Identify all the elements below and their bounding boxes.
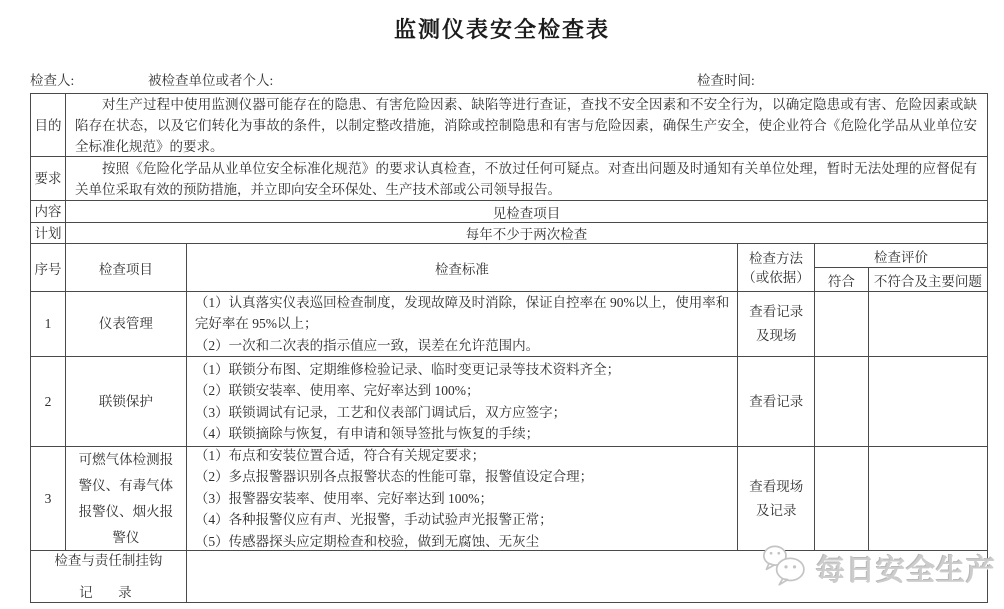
inspector-label: 检查人: <box>30 73 75 88</box>
inspection-table <box>30 93 988 603</box>
standard-line: （1）认真落实仪表巡回检查制度，发现故障及时消除，保证自控率在 90%以上，使用率和完好率在 95%以上； <box>194 294 730 332</box>
standard-line: （1）联锁分布图、定期维修检验记录、临时变更记录等技术资料齐全； <box>194 361 621 377</box>
row1-no: 1 <box>31 292 66 357</box>
row3-standard <box>187 447 738 551</box>
standard-line: （4）各种报警仪应有声、光报警，手动试验声光报警正常； <box>194 512 553 528</box>
standard-line: （2）多点报警器识别各点报警状态的性能可靠，报警值设定合理； <box>194 469 594 485</box>
record-row <box>31 551 988 603</box>
purpose-row <box>31 94 988 157</box>
page-title: 监测仪表安全检查表 <box>393 17 610 42</box>
requirement-row-text <box>66 157 988 201</box>
row1-standard <box>187 292 738 357</box>
method-line: 查看现场 <box>749 478 804 494</box>
header-method-line2: （或依据） <box>742 269 810 285</box>
checklist-header-row <box>31 244 988 292</box>
header-evaluation-subrow <box>815 268 987 291</box>
row2-nonconform-cell <box>869 357 988 447</box>
row1-nonconform-cell <box>869 292 988 357</box>
purpose-row-label: 目的 <box>31 94 66 157</box>
method-line: 及现场 <box>755 328 797 343</box>
plan-row-text: 每年不少于两次检查 <box>66 223 988 244</box>
inspected-unit-label: 被检查单位或者个人: <box>148 73 274 88</box>
content-row-text: 见检查项目 <box>66 201 988 223</box>
table-row-2 <box>31 357 988 447</box>
header-standard: 检查标准 <box>187 244 738 292</box>
requirement-paragraph: 按照《危险化学品从业单位安全标准化规范》的要求认真检查，不放过任何可疑点。对查出问题及时通知有关单位处理，暂时无法处理的应督促有关单位采取有效的预防措施，并立即向安全环保处、生产技术部或公司领导报告。 <box>74 160 977 197</box>
standard-line: （3）联锁调试有记录，工艺和仪表部门调试后，双方应签字； <box>194 404 567 420</box>
record-row-content <box>187 551 988 603</box>
row2-method <box>738 357 815 447</box>
record-row-label <box>31 551 187 603</box>
header-method-line1: 检查方法 <box>749 250 804 266</box>
header-conform: 符合 <box>815 268 869 291</box>
purpose-row-text <box>66 94 988 157</box>
content-row-label: 内容 <box>31 201 66 223</box>
method-line: 及记录 <box>755 502 797 518</box>
row3-method <box>738 447 815 551</box>
header-nonconform: 不符合及主要问题 <box>873 273 982 289</box>
header-no: 序号 <box>31 244 66 292</box>
record-label-line1: 检查与责任制挂钩 <box>54 553 163 568</box>
requirement-row <box>31 157 988 201</box>
method-line: 查看记录 <box>749 304 804 319</box>
row1-method <box>738 292 815 357</box>
standard-line: （1）布点和安装位置合适，符合有关规定要求； <box>194 447 486 463</box>
plan-row-label: 计划 <box>31 223 66 244</box>
row3-item: 可燃气体检测报警仪、有毒气体报警仪、烟火报警仪 <box>66 447 187 551</box>
standard-line: （2）一次和二次表的指示值应一致，误差在允许范围内。 <box>194 337 540 353</box>
row3-no: 3 <box>31 447 66 551</box>
meta-row <box>0 69 1004 89</box>
inspection-time-label: 检查时间: <box>697 73 755 88</box>
purpose-paragraph: 对生产过程中使用监测仪器可能存在的隐患、有害危险因素、缺陷等进行查证，查找不安全因素和不安全行为，以确定隐患或有害、危险因素或缺陷存在状态，以及它们转化为事故的条件，以制定整改措施，消除或控制隐患和有害与危险因素，确保生产安全，使企业符合《危险化学品从业单位安全标准化规范》的要求。 <box>74 96 977 154</box>
standard-line: （5）传感器探头应定期检查和校验，做到无腐蚀、无灰尘 <box>194 533 540 549</box>
content-row <box>31 201 988 223</box>
standard-line: （4）联锁摘除与恢复，有申请和领导签批与恢复的手续； <box>194 426 540 441</box>
row2-conform-cell <box>815 357 869 447</box>
row2-no: 2 <box>31 357 66 447</box>
requirement-row-label: 要求 <box>31 157 66 201</box>
row3-conform-cell <box>815 447 869 551</box>
header-method <box>738 244 815 292</box>
method-line: 查看记录 <box>749 393 804 409</box>
row1-conform-cell <box>815 292 869 357</box>
row2-item: 联锁保护 <box>66 357 187 447</box>
header-evaluation-group <box>815 244 988 292</box>
row2-standard <box>187 357 738 447</box>
header-item: 检查项目 <box>66 244 187 292</box>
plan-row <box>31 223 988 244</box>
standard-line: （2）联锁安装率、使用率、完好率达到 100%； <box>194 383 480 398</box>
watermark-text: 每日安全生产 <box>816 554 997 587</box>
row1-item: 仪表管理 <box>66 292 187 357</box>
header-evaluation: 检查评价 <box>815 244 987 268</box>
record-label-line2: 记 录 <box>79 585 138 600</box>
table-row-3 <box>31 447 988 551</box>
row3-nonconform-cell <box>869 447 988 551</box>
standard-line: （3）报警器安装率、使用率、完好率达到 100%； <box>194 490 493 506</box>
table-row-1 <box>31 292 988 357</box>
